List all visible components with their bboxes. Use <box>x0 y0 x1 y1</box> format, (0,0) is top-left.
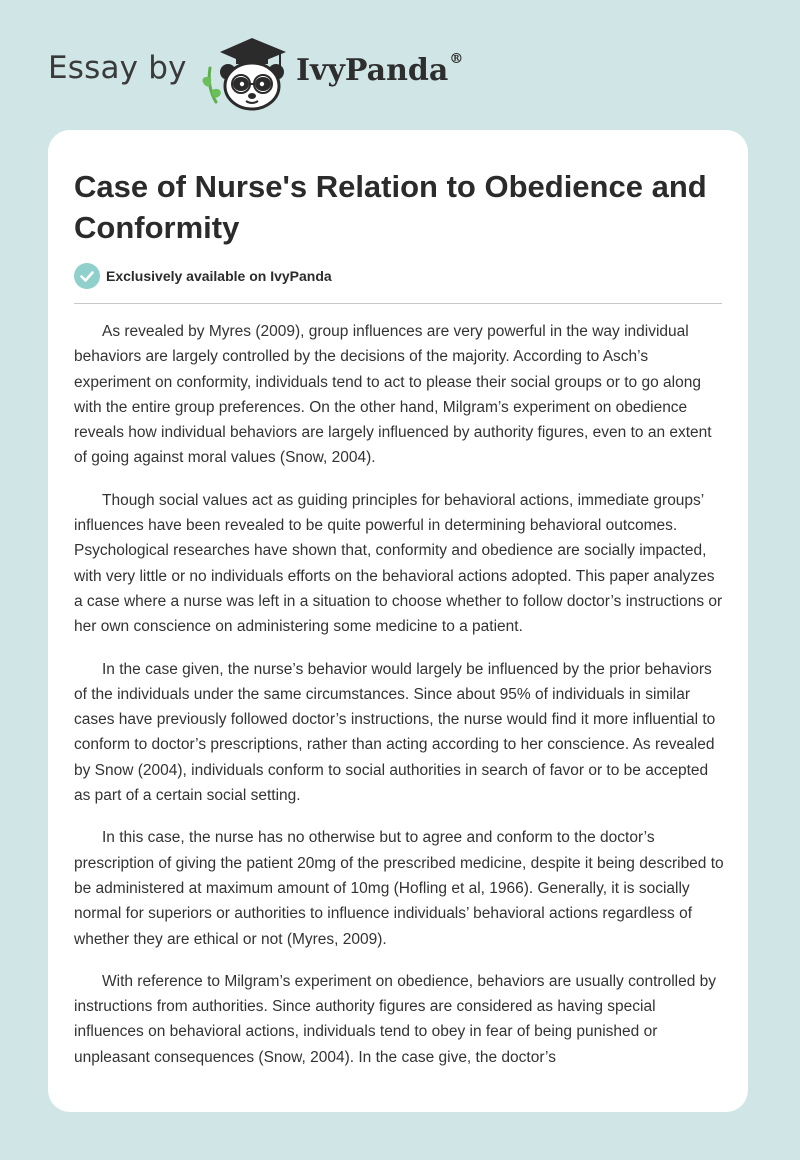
paragraph-1: As revealed by Myres (2009), group influences are very powerful in the way individual behaviors are largely controlled by the decisions of the majority. According to Asch’s experiment on conformity, individuals tend to act to please their social groups or to go along with the entire group preferences. On the other hand, Milgram’s experiment on obedience reveals how individual behaviors are largely influenced by authority figures, even to an extent of going against moral values (Snow, 2004). <box>74 323 712 467</box>
site-header <box>0 0 800 130</box>
article-title: Case of Nurse's Relation to Obedience and Conformity <box>74 169 707 245</box>
paragraph-5: With reference to Milgram’s experiment on obedience, behaviors are usually controlled by instructions from authorities. Since authority figures are considered as having special influences on behavioral actions, individuals tend to obey in fear of being punished or unpleasant consequences (Snow, 2004). In the case give, the doctor’s <box>74 972 716 1066</box>
paragraph-3: In the case given, the nurse’s behavior would largely be influenced by the prior behaviors of the individuals under the same circumstances. Since about 95% of individuals in similar cases have previously followed doctor’s instructions, the nurse would find it more influential to conform to doctor’s prescriptions, rather than acting according to her conscience. As revealed by Snow (2004), individuals conform to social authorities in search of favor or to be accepted as part of a certain social setting. <box>74 660 716 805</box>
exclusive-badge <box>74 263 332 289</box>
check-circle-icon <box>74 263 100 289</box>
article-body <box>74 319 726 1087</box>
trademark-symbol: ® <box>449 51 464 67</box>
paragraph-4: In this case, the nurse has no otherwise but to agree and conform to the doctor’s prescription of giving the patient 20mg of the prescribed medicine, despite it being described to be administered at maximum amount of 10mg (Hofling et al, 1966). Generally, it is socially normal for superiors or authorities to influence individuals’ behavioral actions regardless of whether they are ethical or not (Myres, 2009). <box>74 829 724 948</box>
title-divider <box>74 303 722 304</box>
article-card <box>48 130 748 1112</box>
brand-name[interactable]: IvyPanda® <box>296 51 464 88</box>
panda-logo-icon[interactable] <box>198 34 293 114</box>
exclusive-label: Exclusively available on IvyPanda <box>106 268 332 284</box>
essay-by-label: Essay by <box>48 50 187 86</box>
paragraph-2: Though social values act as guiding principles for behavioral actions, immediate groups’ influences have been revealed to be quite powerful in determining behavioral outcomes. Psychological researches have shown that, conformity and obedience are socially impacted, with very little or no individuals efforts on the behavioral actions adopted. This paper analyzes a case where a nurse was left in a situation to choose whether to follow doctor’s instructions or her own conscience on administering some medicine to a patient. <box>74 491 723 636</box>
